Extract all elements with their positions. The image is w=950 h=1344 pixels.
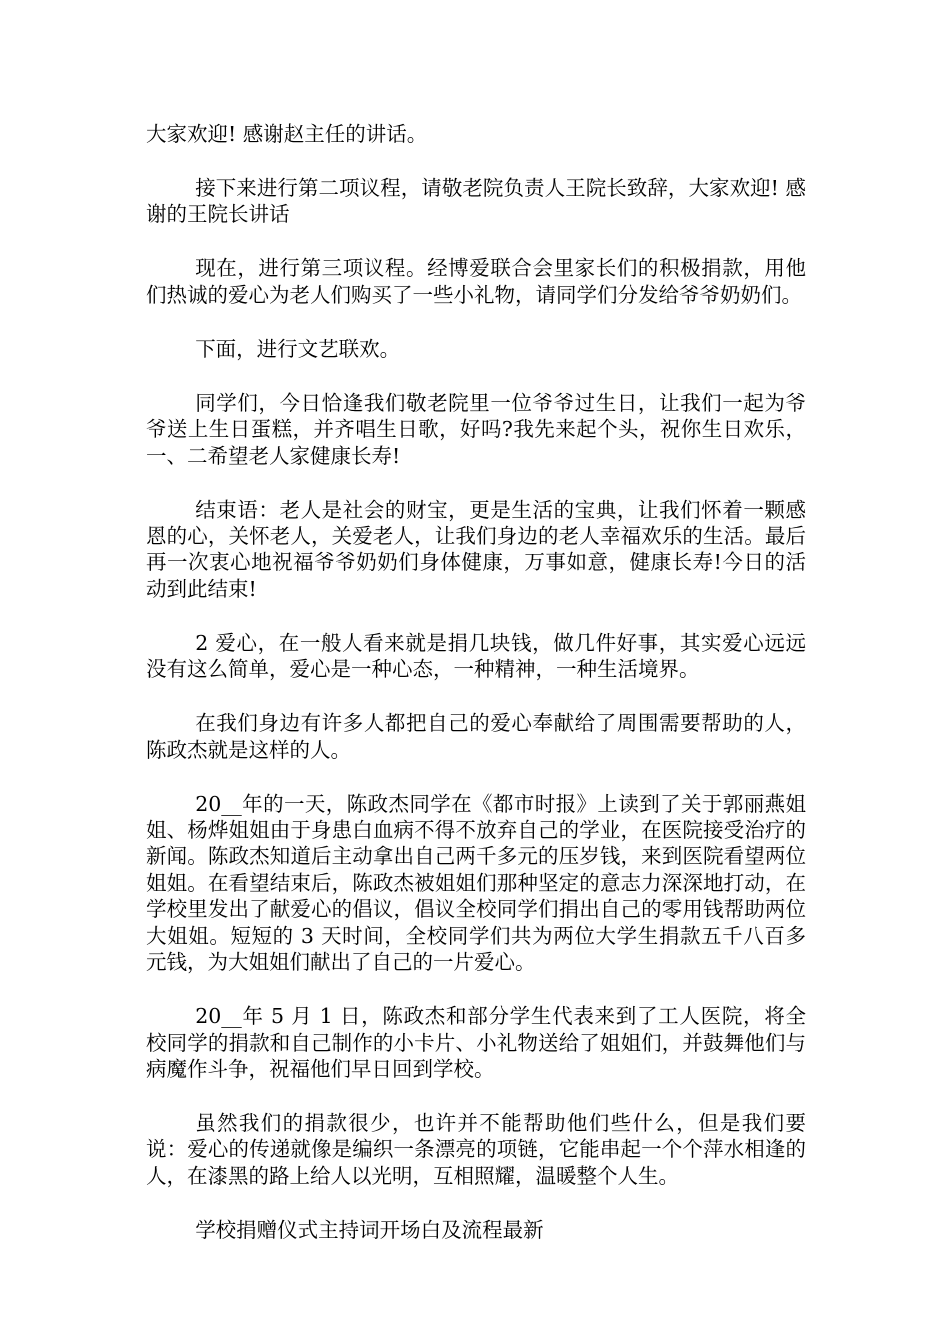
document-body	[146, 121, 806, 1271]
paragraph: 下面，进行文艺联欢。	[195, 336, 401, 361]
paragraph: 虽然我们的捐款很少，也许并不能帮助他们些什么，但是我们要说：爱心的传递就像是编织一条漂亮的项链，它能串起一个个萍水相逢的人，在漆黑的路上给人以光明，互相照耀，温暖整个人生。	[146, 1110, 806, 1188]
paragraph: 结束语：老人是社会的财宝，更是生活的宝典，让我们怀着一颗感恩的心，关怀老人，关爱老人，让我们身边的老人幸福欢乐的生活。最后再一次衷心地祝福爷爷奶奶们身体健康，万事如意，健康长寿!今日的活动到此结束!	[146, 497, 806, 601]
paragraph: 20__年的一天，陈政杰同学在《都市时报》上读到了关于郭丽燕姐姐、杨烨姐姐由于身患白血病不得不放弃自己的学业，在医院接受治疗的新闻。陈政杰知道后主动拿出自己两千多元的压岁钱，来到医院看望两位姐姐。在看望结束后，陈政杰被姐姐们那种坚定的意志力深深地打动，在学校里发出了献爱心的倡议，倡议全校同学们捐出自己的零用钱帮助两位大姐姐。短短的 3 天时间，全校同学们共为两位大学生捐款五千八百多元钱，为大姐姐们献出了自己的一片爱心。	[146, 791, 806, 975]
paragraph: 在我们身边有许多人都把自己的爱心奉献给了周围需要帮助的人，陈政杰就是这样的人。	[146, 711, 806, 762]
paragraph: 接下来进行第二项议程，请敬老院负责人王院长致辞，大家欢迎! 感谢的王院长讲话	[146, 176, 806, 227]
paragraph-title: 学校捐赠仪式主持词开场白及流程最新	[195, 1217, 544, 1242]
paragraph: 20__年 5 月 1 日，陈政杰和部分学生代表来到了工人医院，将全校同学的捐款和自己制作的小卡片、小礼物送给了姐姐们，并鼓舞他们与病魔作斗争，祝福他们早日回到学校。	[146, 1004, 806, 1081]
paragraph: 现在，进行第三项议程。经博爱联合会里家长们的积极捐款，用他们热诚的爱心为老人们购买了一些小礼物，请同学们分发给爷爷奶奶们。	[146, 256, 806, 307]
paragraph: 大家欢迎! 感谢赵主任的讲话。	[146, 122, 428, 146]
paragraph: 2 爱心，在一般人看来就是捐几块钱，做几件好事，其实爱心远远没有这么简单，爱心是一种心态，一种精神，一种生活境界。	[146, 630, 806, 682]
paragraph: 同学们，今日恰逢我们敬老院里一位爷爷过生日，让我们一起为爷爷送上生日蛋糕，并齐唱生日歌，好吗?我先来起个头，祝你生日欢乐，一、二希望老人家健康长寿!	[146, 390, 806, 468]
